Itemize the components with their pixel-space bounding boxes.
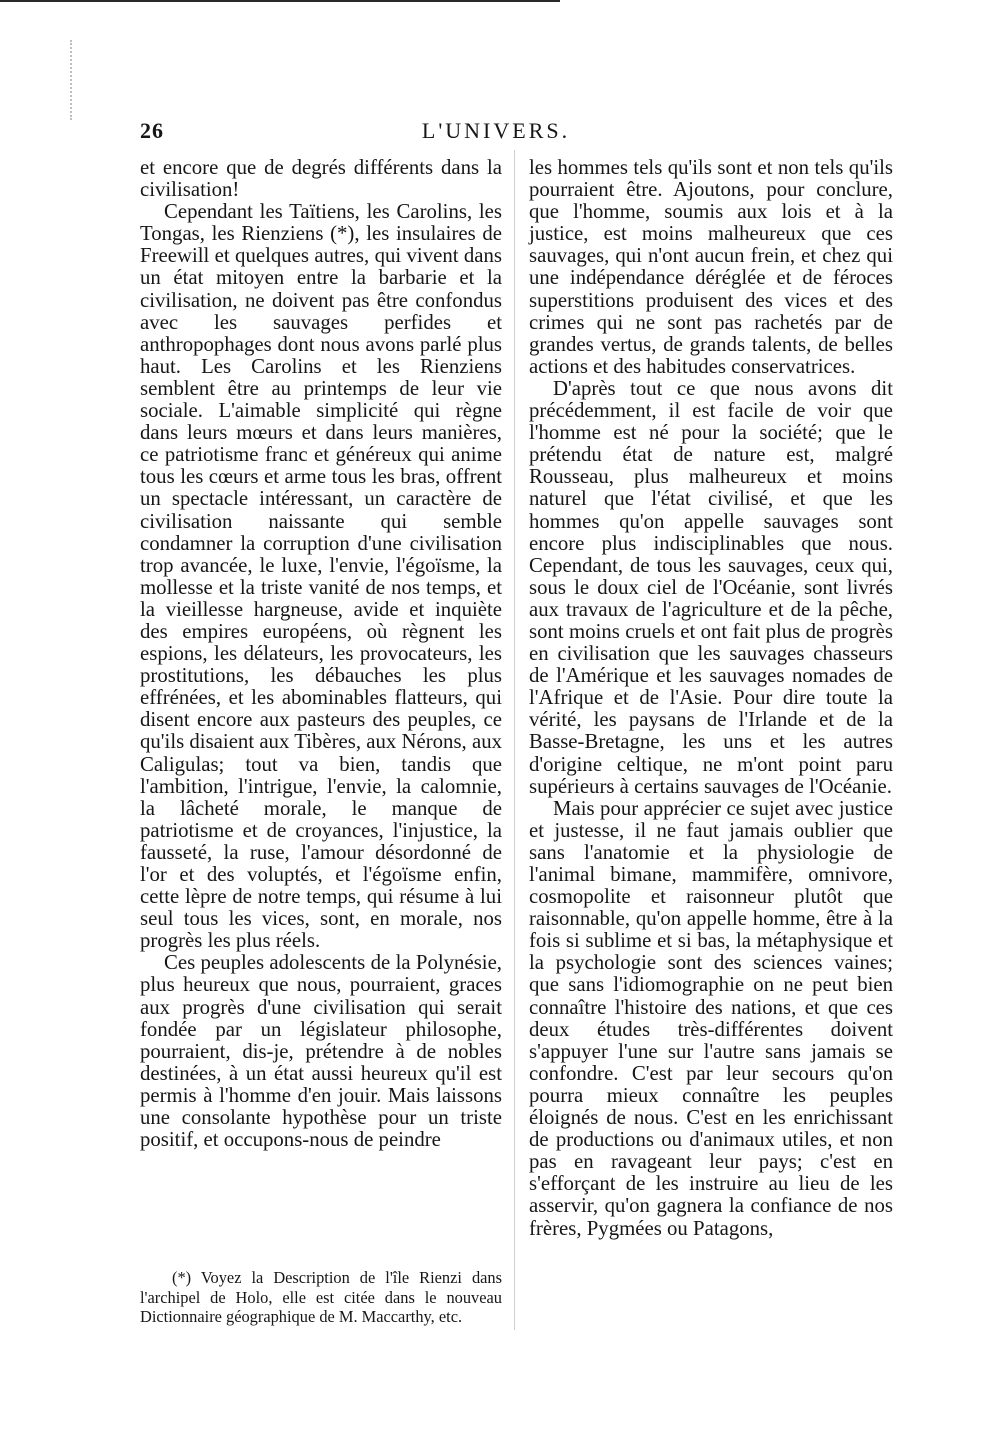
- paragraph: Cependant les Taïtiens, les Carolins, les Tongas, les Rienziens (*), les insulaires de Freewill et quelques autres, qui vivent dans un état mitoyen entre la barbarie et la civilisation, ne doivent pas être confondus avec les sauvages perfides et anthropophages dont nous avons parlé plus haut. Les Carolins et les Rienziens semblent être au printemps de leur vie sociale. L'aimable simplicité qui règne dans leurs mœurs et dans leurs manières, ce patriotisme franc et généreux qui anime tous les cœurs et arme tous les bras, offrent un spectacle intéressant, un caractère de civilisation naissante qui semble condamner la corruption d'une civilisation trop avancée, le luxe, l'envie, l'égoïsme, la mollesse et la triste vanité de nos temps, et la vieillesse hargneuse, avide et inquiète des empires européens, où règnent les espions, les délateurs, les provocateurs, les prostitutions, les débauches les plus effrénées, et les abominables flatteurs, qui disent encore aux pasteurs des peuples, ce qu'ils disaient aux Tibères, aux Nérons, aux Caligulas; tout va bien, tandis que l'ambition, l'intrigue, l'envie, la calomnie, la lâcheté morale, le manque de patriotisme et de croyances, l'injustice, la fausseté, la ruse, l'amour désordonné de l'or et des voluptés, et l'égoïsme enfin, cette lèpre de notre temps, qui résume à lui seul tous les vices, sont, en morale, nos progrès les plus réels.: [140, 200, 502, 953]
- paragraph: les hommes tels qu'ils sont et non tels qu'ils pourraient être. Ajoutons, pour conclure, que l'homme, soumis aux lois et à la justice, est moins malheureux que ces sauvages, qui n'ont aucun frein, et chez qui une indépendance déréglée et de féroces superstitions produisent des vices et des crimes qui ne sont pas rachetés par de grandes vertus, de grands talents, de belles actions et des habitudes conservatrices.: [529, 156, 893, 378]
- left-column: [140, 157, 502, 1151]
- page-edge-marks: [70, 40, 74, 120]
- page-number: 26: [140, 118, 164, 143]
- paragraph: Mais pour apprécier ce sujet avec justice et justesse, il ne faut jamais oublier que sans l'anatomie et la physiologie de l'animal bimane, mammifère, omnivore, cosmopolite et raisonneur plutôt que raisonnable, qu'on appelle homme, être à la fois si sublime et si bas, la métaphysique et la psychologie sont des sciences vaines; que sans l'idiomographie on ne peut bien connaître l'histoire des nations, et que ces deux études très-différentes doivent s'appuyer l'une sur l'autre sans jamais se confondre. C'est par leur secours qu'on pourra mieux connaître les peuples éloignés de nous. C'est en les enrichissant de productions ou d'animaux utiles, et non pas en ravageant leur pays; c'est en s'efforçant de les instruire au lieu de les asservir, qu'on gagnera la confiance de nos frères, Pygmées ou Patagons,: [529, 796, 893, 1240]
- right-column: [529, 157, 893, 1240]
- footnote: (*) Voyez la Description de l'île Rienzi dans l'archipel de Holo, elle est citée dans le nouveau Dictionnaire géographique de M. Maccarthy, etc.: [140, 1268, 502, 1327]
- paragraph: Ces peuples adolescents de la Polynésie, plus heureux que nous, pourraient, graces aux progrès d'une civilisation qui serait fondée par un législateur philosophe, pourraient, dis-je, prétendre à de nobles destinées, à un état aussi heureux qu'il est permis à l'homme d'en jouir. Mais laissons une consolante hypothèse pour un triste positif, et occupons-nous de peindre: [140, 951, 502, 1152]
- paragraph: D'après tout ce que nous avons dit précédemment, il est facile de voir que l'homme est né pour la société; que le prétendu état de nature est, malgré Rousseau, plus malheureux et moins naturel que l'état civilisé, et que les hommes qu'on appelle sauvages sont encore plus indisciplinables que nous. Cependant, de tous les sauvages, ceux qui, sous le doux ciel de l'Océanie, sont livrés aux travaux de l'agriculture et de la pêche, sont moins cruels et ont fait plus de progrès en civilisation que les sauvages chasseurs de l'Amérique et les sauvages nomades de l'Afrique et de l'Asie. Pour dire toute la vérité, les paysans de l'Irlande et de la Basse-Bretagne, les uns et les autres d'origine celtique, ne m'ont point paru supérieurs à certains sauvages de l'Océanie.: [529, 376, 893, 798]
- top-rule: [0, 0, 560, 2]
- paragraph: et encore que de degrés différents dans la civilisation!: [140, 156, 502, 202]
- page-header: [140, 118, 852, 148]
- column-divider: [514, 150, 515, 1330]
- running-title: L'UNIVERS.: [421, 118, 571, 143]
